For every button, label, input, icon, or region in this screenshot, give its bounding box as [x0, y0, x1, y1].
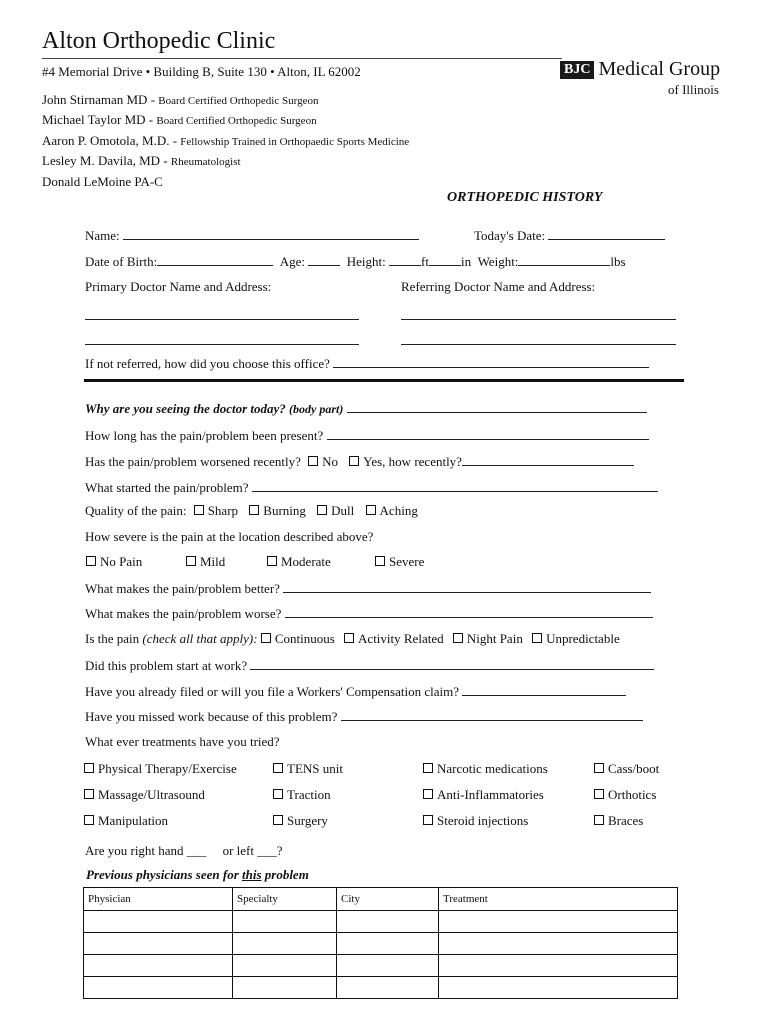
- right-hand-label[interactable]: Are you right hand ___: [85, 843, 207, 858]
- checkbox[interactable]: [594, 815, 604, 825]
- clinic-name: Alton Orthopedic Clinic: [42, 28, 276, 54]
- severity-label: How severe is the pain at the location described above?: [85, 529, 374, 544]
- left-hand-label[interactable]: or left ___?: [222, 843, 283, 858]
- workers-comp-row: [85, 683, 626, 700]
- checkbox[interactable]: [375, 556, 385, 566]
- in-label: in: [460, 254, 472, 269]
- treatment-option-label: TENS unit: [287, 761, 343, 776]
- severity-option: Mild: [200, 554, 226, 569]
- treatment-option: [84, 813, 168, 829]
- section-divider: [84, 379, 684, 382]
- height-in-field[interactable]: [429, 253, 461, 266]
- table-header-city: City: [337, 888, 439, 911]
- check-all-label: (check all that apply):: [142, 631, 258, 646]
- quality-label: Quality of the pain:: [85, 503, 187, 518]
- treatment-option: [273, 761, 343, 777]
- quality-option: Burning: [263, 503, 306, 518]
- height-ft-field[interactable]: [389, 253, 421, 266]
- table-cell[interactable]: [233, 955, 337, 977]
- bjc-logo-sub: of Illinois: [668, 82, 719, 97]
- treatment-option: [273, 787, 331, 803]
- checkbox[interactable]: [594, 789, 604, 799]
- doctor-name: Donald LeMoine PA-C: [42, 174, 163, 189]
- severity-option: Moderate: [281, 554, 331, 569]
- treatment-option-label: Orthotics: [608, 787, 657, 802]
- treatment-option: [423, 813, 528, 829]
- pain-type-option: Activity Related: [358, 631, 444, 646]
- doctor-name: Michael Taylor MD -: [42, 112, 157, 127]
- table-cell[interactable]: [337, 977, 439, 999]
- referring-doctor-line[interactable]: [401, 344, 676, 345]
- bjc-logo-text: Medical Group: [598, 58, 721, 80]
- checkbox[interactable]: [349, 456, 359, 466]
- treatment-option: [273, 813, 328, 829]
- doctor-role: Rheumatologist: [170, 156, 241, 168]
- checkbox[interactable]: [261, 633, 271, 643]
- worse-row: [85, 605, 653, 622]
- treatment-option-label: Braces: [608, 813, 644, 828]
- treatment-option-label: Surgery: [287, 813, 328, 828]
- started-row: [85, 479, 658, 496]
- doctor-role: Board Certified Orthopedic Surgeon: [156, 115, 317, 127]
- table-cell[interactable]: [439, 933, 678, 955]
- worsened-label: Has the pain/problem worsened recently?: [85, 454, 301, 469]
- treatment-option: [423, 787, 544, 803]
- doctor-line: [42, 133, 409, 149]
- checkbox[interactable]: [423, 815, 433, 825]
- doctor-name: Aaron P. Omotola, M.D. -: [42, 133, 181, 148]
- not-referred-row: [85, 355, 649, 372]
- doctor-name: Lesley M. Davila, MD -: [42, 153, 171, 168]
- treatment-option-label: Traction: [287, 787, 331, 802]
- checkbox[interactable]: [186, 556, 196, 566]
- age-field[interactable]: [308, 253, 340, 266]
- primary-doctor-line[interactable]: [85, 344, 359, 345]
- table-cell[interactable]: [84, 977, 233, 999]
- worsened-row: [85, 453, 634, 470]
- pain-type-option: Night Pain: [466, 631, 523, 646]
- treatment-option: [84, 787, 205, 803]
- table-cell[interactable]: [84, 955, 233, 977]
- bjc-logo-box: BJC: [560, 61, 594, 79]
- worse-label: What makes the pain/problem worse?: [85, 606, 282, 621]
- table-cell[interactable]: [233, 911, 337, 933]
- todays-date-row: [474, 227, 665, 244]
- prev-physicians-table: [83, 887, 678, 999]
- worsened-yes-label: Yes, how recently?: [363, 454, 462, 469]
- how-long-row: [85, 427, 649, 444]
- better-field[interactable]: [283, 580, 651, 593]
- handedness-row: [85, 843, 282, 859]
- weight-field[interactable]: [518, 253, 610, 266]
- table-cell[interactable]: [84, 933, 233, 955]
- checkbox[interactable]: [273, 815, 283, 825]
- checkbox[interactable]: [453, 633, 463, 643]
- checkbox[interactable]: [249, 505, 259, 515]
- ft-label: ft: [421, 254, 429, 269]
- prev-physicians-text: problem: [261, 867, 309, 882]
- checkbox[interactable]: [423, 763, 433, 773]
- treatment-option-label: Manipulation: [98, 813, 169, 828]
- started-field[interactable]: [252, 479, 658, 492]
- checkbox[interactable]: [273, 789, 283, 799]
- form-title: ORTHOPEDIC HISTORY: [447, 190, 603, 205]
- work-start-field[interactable]: [250, 657, 654, 670]
- clinic-address: #4 Memorial Drive • Building B, Suite 130 • Alton, IL 62002: [42, 64, 361, 79]
- checkbox[interactable]: [84, 789, 94, 799]
- prev-physicians-text: Previous physicians seen for: [86, 867, 242, 882]
- table-cell[interactable]: [439, 977, 678, 999]
- severity-option-row: [86, 554, 142, 570]
- missed-work-field[interactable]: [341, 708, 643, 721]
- how-long-field[interactable]: [327, 427, 649, 440]
- checkbox[interactable]: [84, 763, 94, 773]
- missed-work-row: [85, 708, 643, 725]
- checkbox[interactable]: [594, 763, 604, 773]
- table-header-row: [84, 888, 678, 911]
- doctor-line: [42, 174, 163, 190]
- pain-type-option: Unpredictable: [546, 631, 620, 646]
- treatment-option-label: Steroid injections: [437, 813, 529, 828]
- treatment-option: [594, 761, 659, 777]
- table-row: [84, 977, 678, 999]
- weight-label: Weight:: [477, 254, 519, 269]
- primary-doctor-line[interactable]: [85, 319, 359, 320]
- prev-physicians-heading: [86, 867, 309, 883]
- checkbox[interactable]: [532, 633, 542, 643]
- treatment-option-label: Massage/Ultrasound: [98, 787, 205, 802]
- table-row: [84, 911, 678, 933]
- severity-option: No Pain: [100, 554, 143, 569]
- table-cell[interactable]: [439, 955, 678, 977]
- pain-type-option: Continuous: [274, 631, 335, 646]
- workers-comp-label: Have you already filed or will you file a Workers' Compensation claim?: [85, 684, 459, 699]
- treatment-option: [423, 761, 548, 777]
- table-cell[interactable]: [84, 911, 233, 933]
- table-header-treatment: Treatment: [439, 888, 678, 911]
- checkbox[interactable]: [86, 556, 96, 566]
- lbs-label: lbs: [610, 254, 626, 269]
- doctor-role: Board Certified Orthopedic Surgeon: [158, 95, 319, 107]
- doctor-line: [42, 112, 317, 128]
- why-seeing-row: [85, 400, 647, 417]
- name-row: [85, 227, 419, 244]
- doctor-name: John Stirnaman MD -: [42, 92, 159, 107]
- dob-label: Date of Birth:: [85, 254, 158, 269]
- name-label: Name:: [85, 228, 120, 243]
- doctor-line: [42, 92, 318, 108]
- work-start-label: Did this problem start at work?: [85, 658, 248, 673]
- table-cell[interactable]: [233, 933, 337, 955]
- referring-doctor-line[interactable]: [401, 319, 676, 320]
- severity-option-row: [375, 554, 424, 570]
- why-seeing-label: Why are you seeing the doctor today?: [85, 401, 286, 416]
- workers-comp-field[interactable]: [462, 683, 626, 696]
- not-referred-field[interactable]: [333, 355, 649, 368]
- header-rule: [42, 58, 562, 59]
- pain-type-row: [85, 631, 620, 647]
- name-field[interactable]: [123, 227, 419, 240]
- better-label: What makes the pain/problem better?: [85, 581, 280, 596]
- missed-work-label: Have you missed work because of this problem?: [85, 709, 338, 724]
- quality-option: Aching: [379, 503, 418, 518]
- doctor-line: [42, 153, 241, 169]
- checkbox[interactable]: [273, 763, 283, 773]
- table-header-physician: Physician: [84, 888, 233, 911]
- not-referred-label: If not referred, how did you choose this office?: [85, 356, 330, 371]
- quality-row: [85, 503, 418, 519]
- treatment-option: [84, 761, 237, 777]
- doctor-role: Fellowship Trained in Orthopaedic Sports Medicine: [180, 136, 410, 148]
- how-long-label: How long has the pain/problem been present?: [85, 428, 324, 443]
- quality-option: Dull: [331, 503, 355, 518]
- work-start-row: [85, 657, 654, 674]
- table-cell[interactable]: [337, 933, 439, 955]
- worsened-no-label: No: [322, 454, 339, 469]
- treatment-option-label: Narcotic medications: [437, 761, 548, 776]
- severity-option: Severe: [389, 554, 425, 569]
- prev-physicians-this: this: [242, 867, 262, 882]
- severity-option-row: [267, 554, 331, 570]
- worsened-field[interactable]: [462, 453, 634, 466]
- checkbox[interactable]: [366, 505, 376, 515]
- body-part-label: (body part): [289, 402, 344, 416]
- treatments-label: What ever treatments have you tried?: [85, 734, 280, 749]
- checkbox[interactable]: [423, 789, 433, 799]
- checkbox[interactable]: [344, 633, 354, 643]
- table-row: [84, 933, 678, 955]
- treatment-option-label: Anti-Inflammatories: [437, 787, 544, 802]
- worse-field[interactable]: [285, 605, 653, 618]
- primary-doctor-label: Primary Doctor Name and Address:: [85, 279, 272, 294]
- referring-doctor-label: Referring Doctor Name and Address:: [401, 279, 596, 294]
- table-cell[interactable]: [439, 911, 678, 933]
- is-pain-label: Is the pain: [85, 631, 140, 646]
- severity-option-row: [186, 554, 225, 570]
- dob-field[interactable]: [157, 253, 273, 266]
- checkbox[interactable]: [317, 505, 327, 515]
- table-cell[interactable]: [337, 955, 439, 977]
- table-header-specialty: Specialty: [233, 888, 337, 911]
- quality-option: Sharp: [207, 503, 239, 518]
- table-cell[interactable]: [337, 911, 439, 933]
- treatment-option: [594, 787, 656, 803]
- better-row: [85, 580, 651, 597]
- checkbox[interactable]: [267, 556, 277, 566]
- todays-date-label: Today's Date:: [474, 228, 546, 243]
- checkbox[interactable]: [308, 456, 318, 466]
- table-row: [84, 955, 678, 977]
- bjc-logo: [560, 58, 720, 81]
- why-seeing-field[interactable]: [347, 400, 647, 413]
- treatment-option: [594, 813, 643, 829]
- table-cell[interactable]: [233, 977, 337, 999]
- dob-row: [85, 253, 626, 270]
- treatment-option-label: Physical Therapy/Exercise: [98, 761, 237, 776]
- started-label: What started the pain/problem?: [85, 480, 249, 495]
- treatment-option-label: Cass/boot: [608, 761, 660, 776]
- todays-date-field[interactable]: [548, 227, 665, 240]
- checkbox[interactable]: [84, 815, 94, 825]
- checkbox[interactable]: [194, 505, 204, 515]
- age-label: Age:: [279, 254, 305, 269]
- height-label: Height:: [346, 254, 386, 269]
